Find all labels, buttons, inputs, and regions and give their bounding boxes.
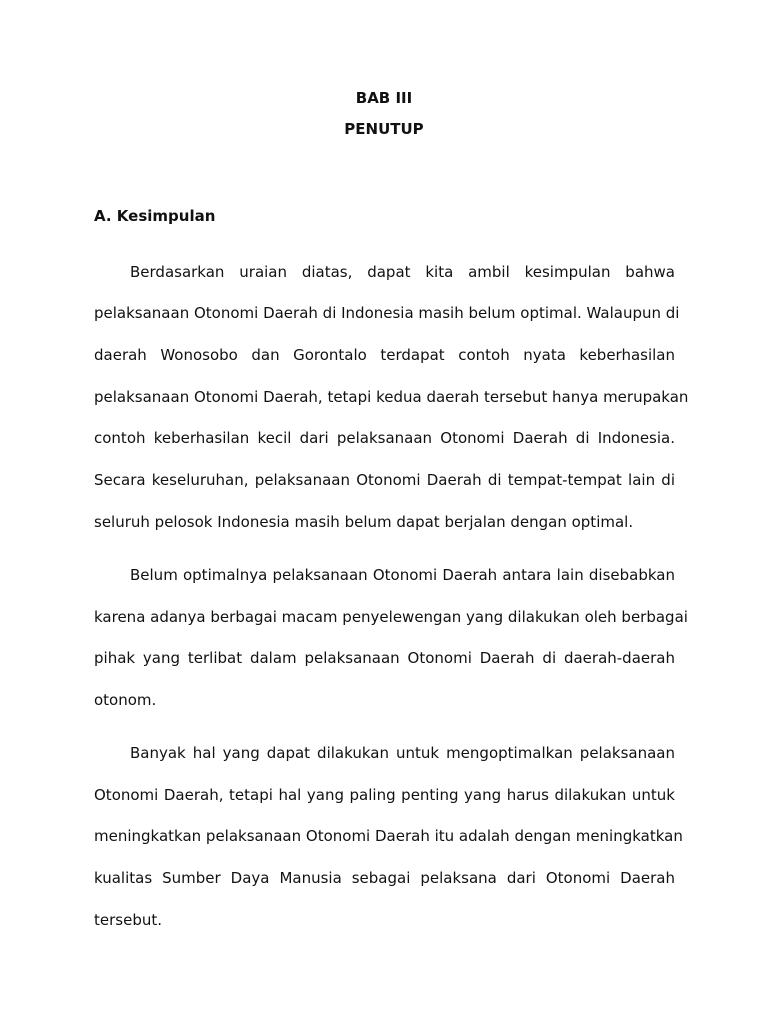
- section-title: A. Kesimpulan: [94, 207, 216, 225]
- chapter-title: PENUTUP: [344, 120, 424, 138]
- paragraph-3-line-1: Banyak hal yang dapat dilakukan untuk mengoptimalkan pelaksanaan: [130, 744, 675, 762]
- paragraph-2-line-2: karena adanya berbagai macam penyelewengan yang dilakukan oleh berbagai: [94, 608, 688, 626]
- paragraph-1-line-1: Berdasarkan uraian diatas, dapat kita ambil kesimpulan bahwa: [130, 263, 675, 281]
- paragraph-1-line-2: pelaksanaan Otonomi Daerah di Indonesia masih belum optimal. Walaupun di: [94, 304, 680, 322]
- paragraph-1-line-7: seluruh pelosok Indonesia masih belum dapat berjalan dengan optimal.: [94, 513, 634, 531]
- paragraph-3-line-3: meningkatkan pelaksanaan Otonomi Daerah itu adalah dengan meningkatkan: [94, 827, 683, 845]
- paragraph-1-line-4: pelaksanaan Otonomi Daerah, tetapi kedua daerah tersebut hanya merupakan: [94, 388, 689, 406]
- paragraph-2-line-1: Belum optimalnya pelaksanaan Otonomi Daerah antara lain disebabkan: [130, 566, 675, 584]
- paragraph-2-line-3: pihak yang terlibat dalam pelaksanaan Otonomi Daerah di daerah-daerah: [94, 649, 675, 667]
- paragraph-3-line-4: kualitas Sumber Daya Manusia sebagai pelaksana dari Otonomi Daerah: [94, 869, 675, 887]
- paragraph-3-line-5: tersebut.: [94, 911, 162, 929]
- paragraph-1-line-6: Secara keseluruhan, pelaksanaan Otonomi Daerah di tempat-tempat lain di: [94, 471, 675, 489]
- paragraph-1-line-3: daerah Wonosobo dan Gorontalo terdapat contoh nyata keberhasilan: [94, 346, 675, 364]
- paragraph-2-line-4: otonom.: [94, 691, 157, 709]
- chapter-number: BAB III: [355, 89, 413, 107]
- paragraph-3-line-2: Otonomi Daerah, tetapi hal yang paling penting yang harus dilakukan untuk: [94, 786, 675, 804]
- paragraph-1-line-5: contoh keberhasilan kecil dari pelaksanaan Otonomi Daerah di Indonesia.: [94, 429, 675, 447]
